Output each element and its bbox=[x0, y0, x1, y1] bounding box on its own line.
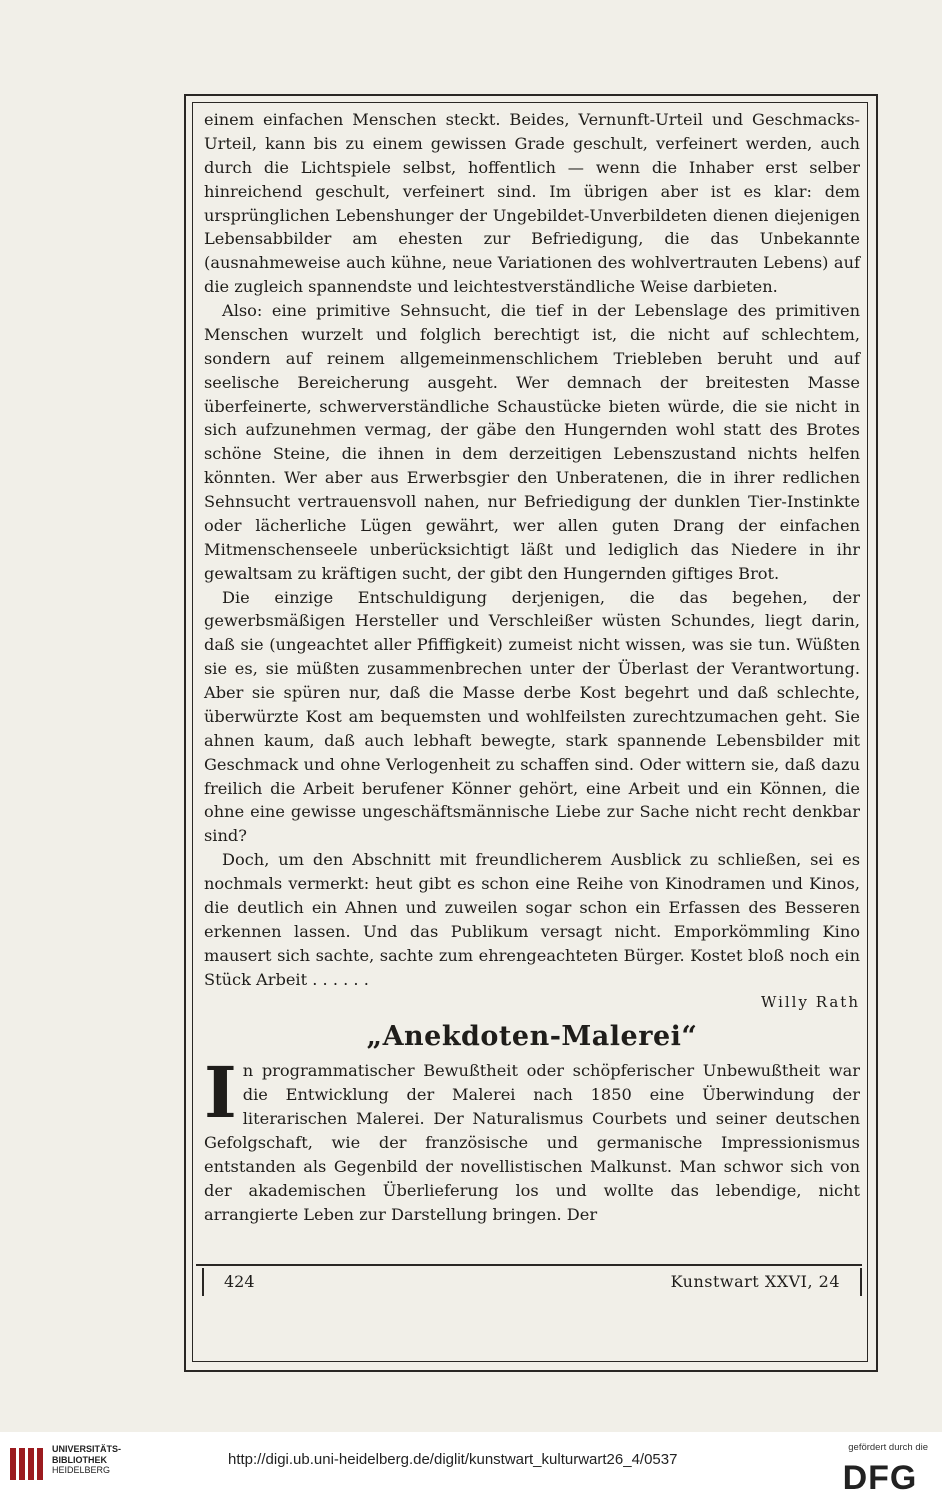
footer-rule bbox=[196, 1264, 862, 1266]
drop-cap: I bbox=[204, 1051, 237, 1135]
permalink-url[interactable]: http://digi.ub.uni-heidelberg.de/diglit/kunstwart_kulturwart26_4/0537 bbox=[228, 1451, 678, 1468]
author-signature: Willy Rath bbox=[760, 993, 860, 1012]
page-number: 424 bbox=[224, 1272, 255, 1291]
funding-label: gefördert durch die bbox=[848, 1442, 928, 1453]
library-name-line-3: HEIDELBERG bbox=[52, 1465, 111, 1475]
article-heading: „Anekdoten-Malerei“ bbox=[366, 1021, 698, 1053]
library-name bbox=[52, 1444, 162, 1476]
dfg-logo-icon bbox=[830, 1458, 930, 1494]
text-column bbox=[204, 108, 860, 1256]
paragraph-5 bbox=[204, 1051, 860, 1226]
university-library-logo-icon bbox=[8, 1444, 48, 1484]
paragraph-1: einem einfachen Menschen steckt. Beides, Vernunft-Urteil und Geschmacks-Urteil, kann bis zu einem gewissen Grade geschult, verfeinert werden, auch durch die Lichtspiele selbst, hoffentlich — wenn die Inhaber erst selber hinreichend geschult, verfeinert sind. Im übrigen aber ist es klar: dem ursprünglichen Lebenshunger der Ungebildet-Unverbildeten dienen diejenigen Lebensabbilder am ehesten zur Befriedigung, die das Unbekannte (ausnahmeweise auch kühne, neue Variationen des wohlvertrauten Lebens) auf die zugleich spannendste und leichtestverständliche Weise darbieten. bbox=[204, 110, 860, 297]
paragraph-5-text: n programmatischer Bewußtheit oder schöpferischer Unbewußtheit war die Entwicklung der Malerei nach 1850 eine Überwindung der literarischen Malerei. Der Naturalismus Courbets und seiner deutschen Gefolgschaft, wie der französische und germanische Impressionismus entstanden als Gegenbild der novellistischen Malkunst. Man schwor sich von der akademischen Überlieferung los und wollte das lebendige, nicht arrangierte Leben zur Darstellung bringen. Der bbox=[204, 1061, 860, 1224]
paragraph-3: Die einzige Entschuldigung derjenigen, die das begehen, der gewerbsmäßigen Hersteller und Verschleißer wüsten Schundes, liegt darin, daß sie (ungeachtet aller Pfiffigkeit) zumeist nicht wissen, was sie tun. Wüßten sie es, sie müßten zusammenbrechen unter der Überlast der Verantwortung. Aber sie spüren nur, daß die Masse derbe Kost begehrt und daß schlechte, überwürzte Kost am bequemsten und wohlfeilsten zurechtzumachen geht. Sie ahnen kaum, daß auch lebhaft bewegte, stark spannende Lebensbilder mit Geschmack und ohne Verlogenheit zu schaffen sind. Oder wittern sie, daß dazu freilich die Arbeit berufener Könner gehört, eine Arbeit und ein Können, die ohne eine gewisse ungeschäftsmännische Liebe zur Sache nicht recht denkbar sind? bbox=[204, 587, 860, 846]
dfg-logo-text: DFG bbox=[842, 1459, 918, 1494]
library-name-line-2: BIBLIOTHEK bbox=[52, 1454, 107, 1465]
paragraph-4: Doch, um den Abschnitt mit freundlicherem Ausblick zu schließen, sei es nochmals vermerkt: heut gibt es schon eine Reihe von Kinodramen und Kinos, die deutlich ein Ahnen und zuweilen sogar schon ein Erfassen des Besseren erkennen lassen. Und das Publikum versagt nicht. Emporkömmling Kino mausert sich sachte, sachte zum ehrengeachteten Bürger. Kostet bloß noch ein Stück Arbeit . . . . . . bbox=[204, 850, 860, 989]
library-name-line-1: UNIVERSITÄTS- bbox=[52, 1444, 122, 1454]
journal-reference: Kunstwart XXVI, 24 bbox=[670, 1272, 840, 1291]
paragraph-2: Also: eine primitive Sehnsucht, die tief in der Lebenslage des primitiven Menschen wurzelt und folglich berechtigt ist, die nicht auf schlechtem, sondern auf reinem allgemeinmenschlichem Triebleben beruht und auf seelische Bereicherung ausgeht. Wer demnach der breitesten Masse überfeinerte, schwerverständliche Schaustücke bieten würde, die sie nicht in sich aufzunehmen vermag, der gäbe den Hungernden wohl statt des Brotes schöne Steine, die ihnen in dem derzeitigen Lebenszustand nichts helfen könnten. Wer aber aus Erwerbsgier den Unberatenen, die in ihrer redlichen Sehnsucht vertrauensvoll nahen, nur Befriedigung der dunklen Tier-Instinkte oder lächerliche Lügen gewährt, wer allen guten Drang der einfachen Mitmenschenseele unberücksichtigt läßt und lediglich das Niedere in ihr gewaltsam zu kräftigen sucht, der gibt den Hungernden giftiges Brot. bbox=[204, 301, 860, 583]
page-footer bbox=[202, 1268, 862, 1296]
